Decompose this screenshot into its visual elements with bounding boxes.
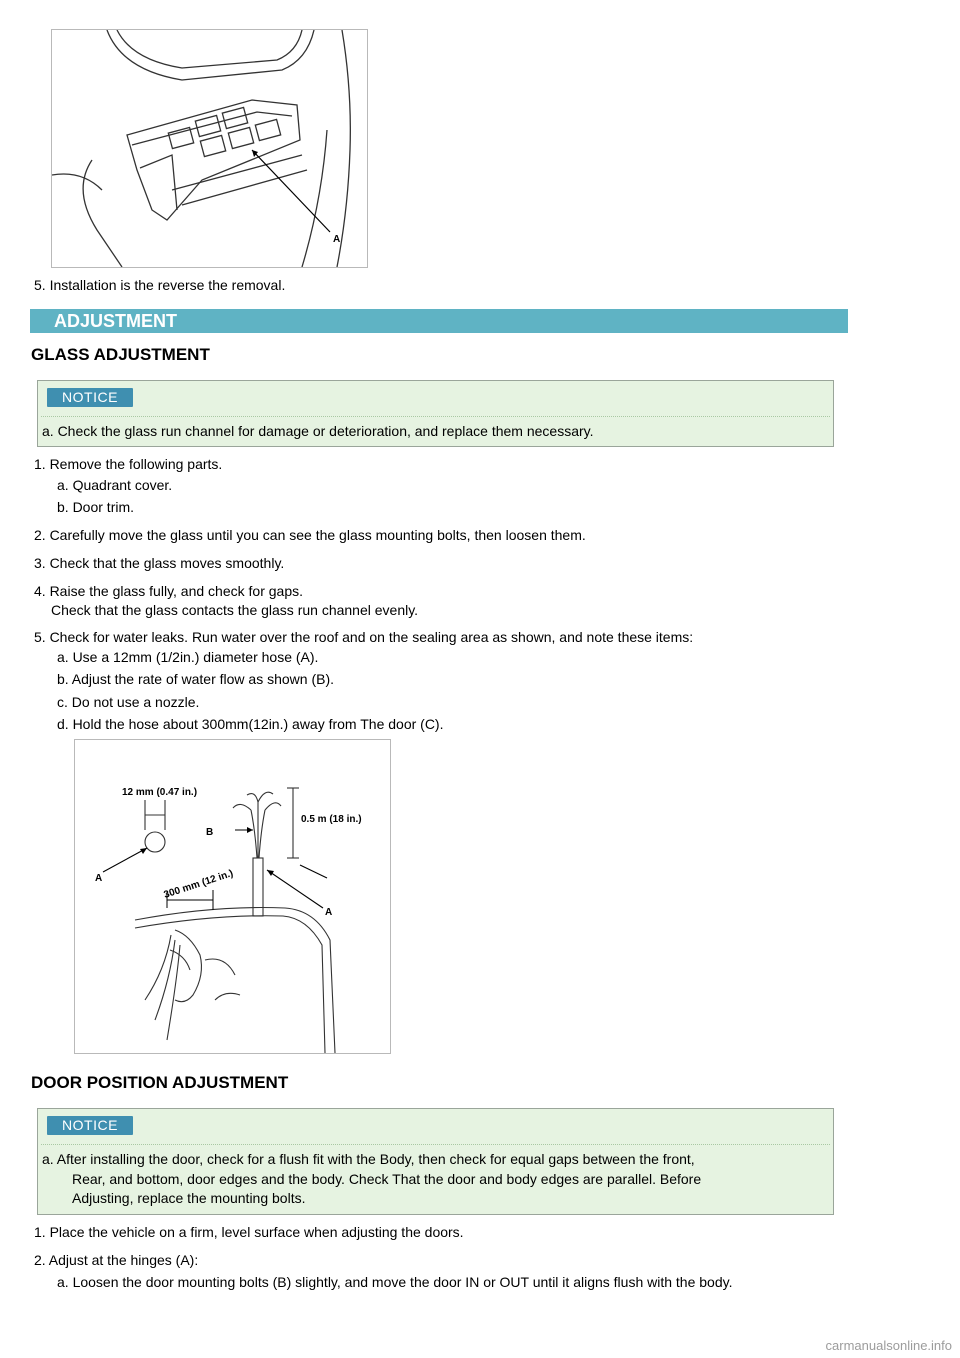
figure2-diameter-label: 12 mm (0.47 in.) [122, 787, 198, 798]
door-step-2a: a. Loosen the door mounting bolts (B) slightly, and move the door IN or OUT until it aligns flush with the body. [57, 1274, 733, 1290]
figure2-a-left-label: A [95, 873, 103, 884]
door-notice-box [37, 1108, 834, 1215]
glass-step-5d: d. Hold the hose about 300mm(12in.) away from The door (C). [57, 716, 444, 732]
door-notice-line-1: a. After installing the door, check for a flush fit with the Body, then check for equal gaps between the front, [42, 1151, 695, 1167]
door-notice-label: NOTICE [47, 1116, 133, 1135]
glass-step-3: 3. Check that the glass moves smoothly. [34, 555, 285, 571]
glass-step-4-note: Check that the glass contacts the glass run channel evenly. [51, 602, 419, 618]
water-leak-figure [74, 739, 391, 1054]
installation-step: 5. Installation is the reverse the removal. [34, 277, 286, 293]
notice-divider [41, 1144, 830, 1145]
door-switch-figure [51, 29, 368, 268]
glass-notice-label: NOTICE [47, 388, 133, 407]
figure2-distance-label: 300 mm (12 in.) [162, 868, 235, 901]
glass-notice-item: a. Check the glass run channel for damage or deterioration, and replace them necessary. [42, 423, 594, 439]
glass-adjustment-heading: GLASS ADJUSTMENT [31, 345, 210, 364]
figure2-a-right-label: A [325, 907, 333, 918]
door-notice-line-2: Rear, and bottom, door edges and the body. Check That the door and body edges are parallel. Before [72, 1171, 702, 1187]
footer-watermark: carmanualsonline.info [825, 1338, 952, 1353]
notice-divider [41, 416, 830, 417]
glass-step-5a: a. Use a 12mm (1/2in.) diameter hose (A). [57, 649, 319, 665]
figure1-callout-a: A [333, 234, 341, 245]
glass-step-1: 1. Remove the following parts. [34, 456, 223, 472]
figure2-height-label: 0.5 m (18 in.) [301, 814, 362, 825]
glass-step-5: 5. Check for water leaks. Run water over the roof and on the sealing area as shown, and note these items: [34, 629, 694, 645]
water-leak-illustration [75, 740, 390, 1053]
door-position-heading: DOOR POSITION ADJUSTMENT [31, 1073, 289, 1092]
glass-step-1a: a. Quadrant cover. [57, 477, 173, 493]
section-title-adjustment: ADJUSTMENT [30, 309, 848, 333]
glass-step-5b: b. Adjust the rate of water flow as shown (B). [57, 671, 335, 687]
door-switch-illustration [52, 30, 367, 267]
glass-step-1b: b. Door trim. [57, 499, 135, 515]
glass-step-2: 2. Carefully move the glass until you can see the glass mounting bolts, then loosen them. [34, 527, 586, 543]
glass-step-4: 4. Raise the glass fully, and check for gaps. [34, 583, 303, 599]
door-step-2: 2. Adjust at the hinges (A): [34, 1252, 199, 1268]
figure2-b-label: B [206, 827, 214, 838]
glass-step-5c: c. Do not use a nozzle. [57, 694, 200, 710]
door-step-1: 1. Place the vehicle on a firm, level surface when adjusting the doors. [34, 1224, 464, 1240]
glass-notice-box [37, 380, 834, 447]
door-notice-line-3: Adjusting, replace the mounting bolts. [72, 1190, 306, 1206]
